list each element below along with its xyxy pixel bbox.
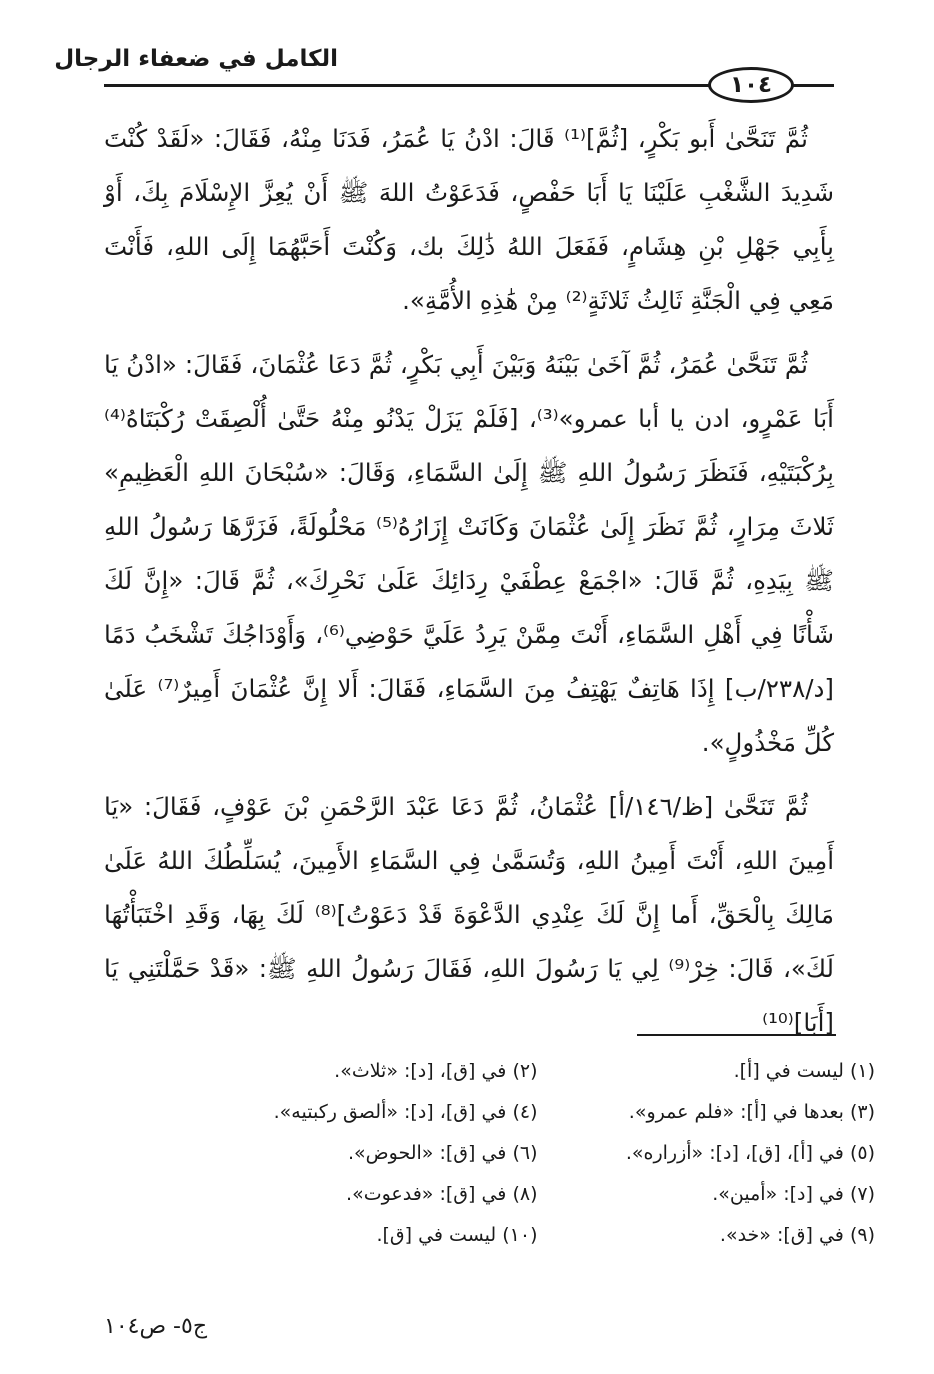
footnote-text: في [ق]: «الحوض».: [348, 1141, 507, 1164]
footnote-number: (٨): [512, 1182, 538, 1205]
footnote-text: في [د]: «أمين».: [712, 1182, 844, 1205]
paragraph-1: ثُمَّ تَنَحَّىٰ أَبو بَكْرٍ، [ثُمَّ]⁽¹⁾ قَالَ: ادْنُ يَا عُمَرُ، فَدَنَا مِنْهُ، فَقَالَ: «لَقَدْ كُنْتَ شَدِيدَ الشَّغْبِ عَلَيْنَا يَا أَبَا حَفْصٍ، فَدَعَوْتُ اللهَ ﷺ أَنْ يُعِزَّ الإِسْلَامَ بِكَ، أَوْ بِأَبِي جَهْلِ بْنِ هِشَامٍ، فَفَعَلَ اللهُ ذَٰلِكَ بك، وَكُنْتَ أَحَبَّهُمَا إِلَى اللهِ، فَأَنْتَ مَعِي فِي الْجَنَّةِ ثَالِثُ ثَلاثَةٍ⁽²⁾ مِنْ هَٰذِهِ الأُمَّةِ».: [104, 124, 834, 315]
footnote-7: [538, 1183, 876, 1205]
footnote-text: بعدها في [أ]: «فلم عمرو».: [628, 1100, 844, 1123]
footnote-number: (١): [849, 1059, 875, 1082]
footnote-text: في [ق]، [د]: «ثلاث».: [334, 1059, 507, 1082]
footnote-8: [200, 1183, 538, 1205]
footnote-number: (١٠): [502, 1223, 538, 1246]
footnote-number: (٣): [849, 1100, 875, 1123]
footnote-text: في [ق]: «خد».: [719, 1223, 844, 1246]
footnote-text: ليست في [أ].: [733, 1059, 844, 1082]
page-number: [708, 67, 794, 103]
footnote-separator: [637, 1034, 836, 1036]
footnote-text: في [ق]: «فدعوت».: [346, 1182, 507, 1205]
footnote-number: (٧): [849, 1182, 875, 1205]
footnote-9: [538, 1224, 876, 1246]
footnote-1: [538, 1060, 876, 1082]
page-reference: ج٥- ص١٠٤: [104, 1314, 208, 1339]
footnote-4: [200, 1101, 538, 1123]
book-title: الكامل في ضعفاء الرجال: [54, 46, 338, 72]
paragraph-3: ثُمَّ تَنَحَّىٰ [ظ/١٤٦/أ] عُثْمَانُ، ثُمَّ دَعَا عَبْدَ الرَّحْمَنِ بْنَ عَوْفٍ، فَقَالَ: «يَا أَمِينَ اللهِ، أَنْتَ أَمِينُ اللهِ، وَتُسَمَّىٰ فِي السَّمَاءِ الأَمِينَ، يُسَلِّطُكَ اللهُ عَلَىٰ مَالِكَ بِالْحَقِّ، أَما إِنَّ لَكَ عِنْدِي الدَّعْوَةَ قَدْ دَعَوْتُ]⁽⁸⁾ لَكَ بِهَا، وَقَدِ اخْتَبَأْتُهَا لَكَ»، قَالَ: خِرْ⁽⁹⁾ لِي يَا رَسُولَ اللهِ، فَقَالَ رَسُولُ اللهِ ﷺ: «قَدْ حَمَّلْتَنِي يَا [أَبَا]⁽¹⁰⁾: [104, 792, 835, 1037]
paragraph-2: ثُمَّ تَنَحَّىٰ عُمَرُ، ثُمَّ آخَىٰ بَيْنَهُ وَبَيْنَ أَبِي بَكْرٍ، ثُمَّ دَعَا عُثْمَانَ، فَقَالَ: «ادْنُ يَا أَبَا عَمْرٍو، ادن يا أبا عمرو»⁽³⁾، [فَلَمْ يَزَلْ يَدْنُو مِنْهُ حَتَّىٰ أُلْصِقَتْ رُكْبَتَاهُ⁽⁴⁾ بِرُكْبَتَيْهِ، فَنَظَرَ رَسُولُ اللهِ ﷺ إِلَىٰ السَّمَاءِ، وَقَالَ: «سُبْحَانَ اللهِ الْعَظِيمِ» ثَلاثَ مِرَارٍ، ثُمَّ نَظَرَ إِلَىٰ عُثْمَانَ وَكَانَتْ إِزَارُهُ⁽⁵⁾ مَحْلُولَةً، فَزَرَّهَا رَسُولُ اللهِ ﷺ بِيَدِهِ، ثُمَّ قَالَ: «اجْمَعْ عِطْفَيْ رِدَائِكَ عَلَىٰ نَحْرِكَ»، ثُمَّ قَالَ: «إِنَّ لَكَ شَأْنًا فِي أَهْلِ السَّمَاءِ، أَنْتَ مِمَّنْ يَرِدُ عَلَيَّ حَوْضِي⁽⁶⁾، وَأَوْدَاجُكَ تَشْخَبُ دَمًا [د/٢٣٨/ب] إِذَا هَاتِفٌ يَهْتِفُ مِنَ السَّمَاءِ، فَقَالَ: أَلا إِنَّ عُثْمَانَ أَمِيرٌ⁽⁷⁾ عَلَىٰ كُلِّ مَخْذُولٍ».: [104, 350, 834, 757]
footnote-3: [538, 1101, 876, 1123]
footnote-text: في [أ]، [ق]، [د]: «أزراره».: [625, 1141, 844, 1164]
footnote-row: [200, 1214, 875, 1255]
footnote-10: [200, 1224, 538, 1246]
page-number-label: ١٠٤: [729, 72, 773, 98]
footnote-number: (٤): [512, 1100, 538, 1123]
footnote-number: (٢): [512, 1059, 538, 1082]
footnote-row: [200, 1091, 875, 1132]
footnote-number: (٥): [849, 1141, 875, 1164]
footnote-number: (٦): [512, 1141, 538, 1164]
footnote-row: [200, 1132, 875, 1173]
footnote-text: ليست في [ق].: [376, 1223, 497, 1246]
footnote-row: [200, 1050, 875, 1091]
footnote-5: [538, 1142, 876, 1164]
footnotes: [200, 1050, 875, 1255]
footnote-row: [200, 1173, 875, 1214]
footnote-2: [200, 1060, 538, 1082]
footnote-text: في [ق]، [د]: «ألصق ركبتيه».: [273, 1100, 507, 1123]
footnote-number: (٩): [849, 1223, 875, 1246]
main-text: [104, 112, 834, 1060]
footnote-6: [200, 1142, 538, 1164]
